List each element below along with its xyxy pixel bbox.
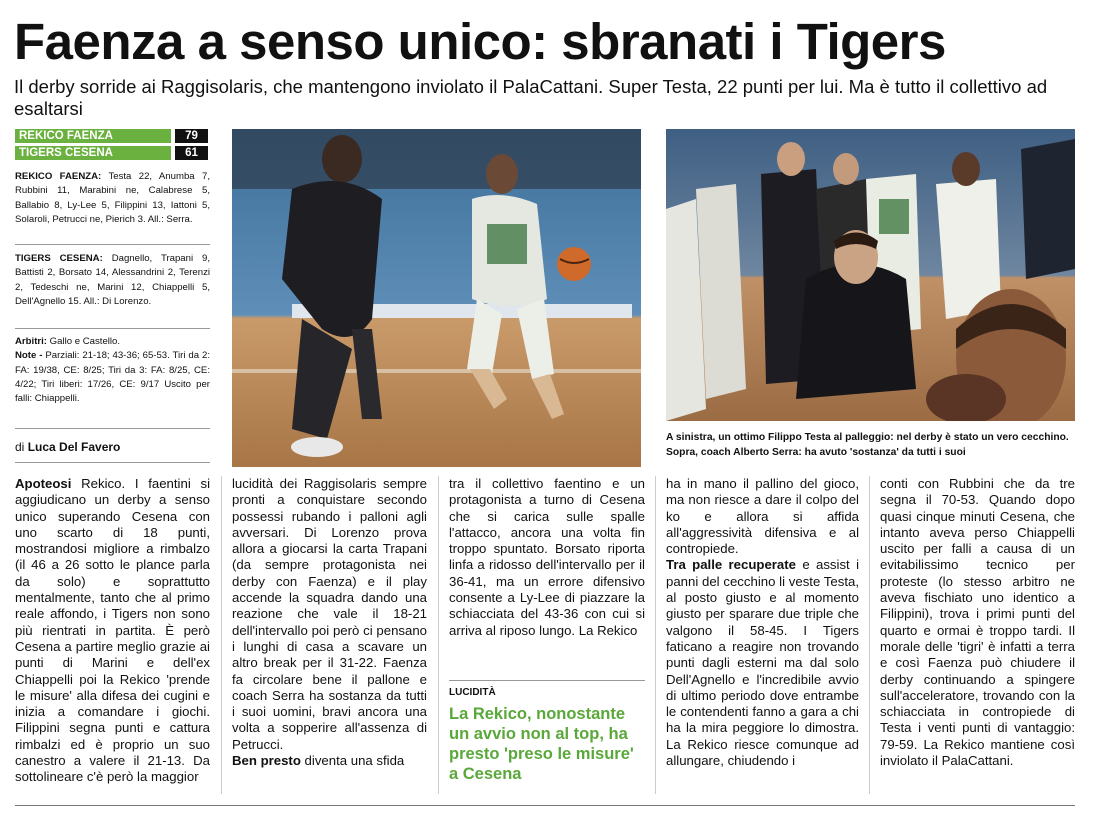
article-lead: Apoteosi xyxy=(15,476,72,491)
divider xyxy=(15,328,210,329)
boxscore-label: Note - xyxy=(15,350,43,362)
divider xyxy=(15,244,210,245)
boxscore-notes xyxy=(15,335,210,406)
article-text: ha in mano il pallino del gioco, ma non riesce a dare il colpo del ko e allora si affida all'aggressività difensiva e al contropiede. xyxy=(666,476,859,557)
boxscore-text: Parziali: 21-18; 43-36; 65-53. Tiri da 2: FA: 19/38, CE: 8/25; Tiri da 3: FA: 8/25, CE: 4/22; Tiri liberi: 17/26, CE: 9/17 Uscito per falli: Chiappelli. xyxy=(15,350,210,405)
article-bold: Ben presto xyxy=(232,753,301,769)
article-column-1 xyxy=(15,476,210,786)
photo-player-dribbling-image xyxy=(232,129,641,467)
article-text: e assist i panni del cecchino li veste Testa, al posto giusto e al momento giusto per sparare due triple che valgono il 58-45. I Tigers faticano a reagire non trovando punti dagli esterni ma dal solo Dell'Agnello e l'incredibile avvio di ultimo periodo dove entrambe le contendenti fanno a gara a chi ha la mira peggiore lo dimostra. La Rekico riesce comunque ad allungare, chiudendo i xyxy=(666,557,859,769)
photo-caption: A sinistra, un ottimo Filippo Testa al palleggio: nel derby è stato un vero cecchino. Sopra, coach Alberto Serra: ha avuto 'sostanza' da tutti i suoi xyxy=(666,432,1069,458)
column-divider xyxy=(655,476,656,794)
byline-prefix: di xyxy=(15,440,28,454)
article-column-3 xyxy=(449,476,645,639)
article-text: diventa una sfida xyxy=(300,753,405,769)
boxscore-label: REKICO FAENZA: xyxy=(15,171,102,182)
subhead: Il derby sorride ai Raggisolaris, che mantengono inviolato il PalaCattani. Super Testa, 22 punti per lui. Ma è tutto il collettivo ad esaltarsi xyxy=(14,76,1048,119)
boxscore-text: Testa 22, Anumba 7, Rubbini 11, Marabini ne, Calabrese 5, Ballabio 8, Ly-Lee 5, Filippini 13, Iattoni 5, Solaroli, Petrucci ne, Pierich 3. All.: Serra. xyxy=(15,171,210,225)
pullquote-text: La Rekico, nonostante un avvio non al top, ha presto 'preso le misure' a Cesena xyxy=(449,705,634,783)
boxscore-faenza xyxy=(15,170,210,227)
score-points: 61 xyxy=(175,146,208,160)
divider xyxy=(15,428,210,429)
article-column-2 xyxy=(232,476,427,769)
article-bold: Tra palle recuperate xyxy=(666,557,796,573)
score-row-away xyxy=(15,146,208,160)
boxscore-label: TIGERS CESENA: xyxy=(15,253,103,264)
article-text: conti con Rubbini che da tre segna il 70-53. Quando dopo quasi cinque minuti Cesena, che intanto aveva perso Chiappelli uscito per falli a causa di un evitabilissimo tecnico per proteste (lo stesso arbitro ne aveva fischiato uno identico a Filippini), trova i primi punti del quarto e ormai è troppo tardi. Il morale delle 'tigri' è infatti a terra e così Faenza può chiudere il derby continuando a spingere sull'acceleratore, trovando con la schiacciata in contropiede di Testa i venti punti di vantaggio: 79-59. La Rekico mantiene così inviolato il PalaCattani. xyxy=(880,476,1075,769)
photo-coach-huddle xyxy=(666,129,1075,421)
photo-coach-huddle-image xyxy=(666,129,1075,421)
article-text: Rekico. I faentini si aggiudicano un derby a senso unico superando Cesena con uno scarto di 18 punti, mostrandosi migliore a rimbalzo (il 46 a 26 sotto le plance parla da solo) e soprattutto mentalmente, tanto che al primo reale affondo, i Tigers non sono più rientrati in partita. È però Cesena a partire meglio grazie ai punti di Marini e dell'ex Chiappelli poi la Rekico 'prende le misure' alla difesa dei cugini e inizia a comandare i giochi. Filippini segna punti e cattura rimbalzi ed è proprio un suo canestro a valere il 21-13. Da sottolineare c'è però la maggior xyxy=(15,476,210,785)
score-points: 79 xyxy=(175,129,208,143)
boxscore-text: Gallo e Castello. xyxy=(46,336,121,347)
score-row-home xyxy=(15,129,208,143)
byline-author: Luca Del Favero xyxy=(27,440,121,454)
divider xyxy=(15,462,210,463)
score-team: REKICO FAENZA xyxy=(15,129,171,143)
photo-player-dribbling xyxy=(232,129,641,467)
score-team: TIGERS CESENA xyxy=(15,146,171,160)
boxscore-cesena xyxy=(15,252,210,309)
article-column-4 xyxy=(666,476,859,769)
footer-rule xyxy=(15,805,1075,806)
column-divider xyxy=(438,476,439,794)
column-divider xyxy=(221,476,222,794)
article-column-5 xyxy=(880,476,1075,769)
column-divider xyxy=(869,476,870,794)
article-text: tra il collettivo faentino e un protagonista a turno di Cesena che si carica sulle spalle l'attacco, ancora una volta fin troppo spuntato. Borsato riporta linfa a ridosso dell'intervallo per il 36-41, ma un errore difensivo consente a Ly-Lee di piazzare la schiacciata del 43-36 con cui si arriva al riposo lungo. La Rekico xyxy=(449,476,645,638)
pullquote-label: LUCIDITÀ xyxy=(449,687,496,698)
article-text: lucidità dei Raggisolaris sempre pronti a conquistare secondo possessi rubando i palloni agli avversari. Di Lorenzo prova allora a giocarsi la carta Trapani (da sempre protagonista nei derby con Faenza) e il play accende la squadra dando una reazione che vale il 18-21 dell'intervallo poi però ci pensano i lunghi di casa a scavare un altro break per il 31-22. Faenza fa circolare bene il pallone e coach Serra ha sostanza da tutti i suoi uomini, bravi ancora una volta a sopperire all'assenza di Petrucci. xyxy=(232,476,427,752)
byline xyxy=(15,440,120,454)
pullquote-divider xyxy=(449,680,645,681)
headline: Faenza a senso unico: sbranati i Tigers xyxy=(14,13,946,70)
boxscore-label: Arbitri: xyxy=(15,336,47,347)
boxscore-text: Dagnello, Trapani 9, Battisti 2, Borsato 14, Alessandrini 2, Terenzi 2, Tedeschi ne, Marini 12, Chiappelli 5, Dell'Agnello 15. All.: Di Lorenzo. xyxy=(15,253,211,307)
